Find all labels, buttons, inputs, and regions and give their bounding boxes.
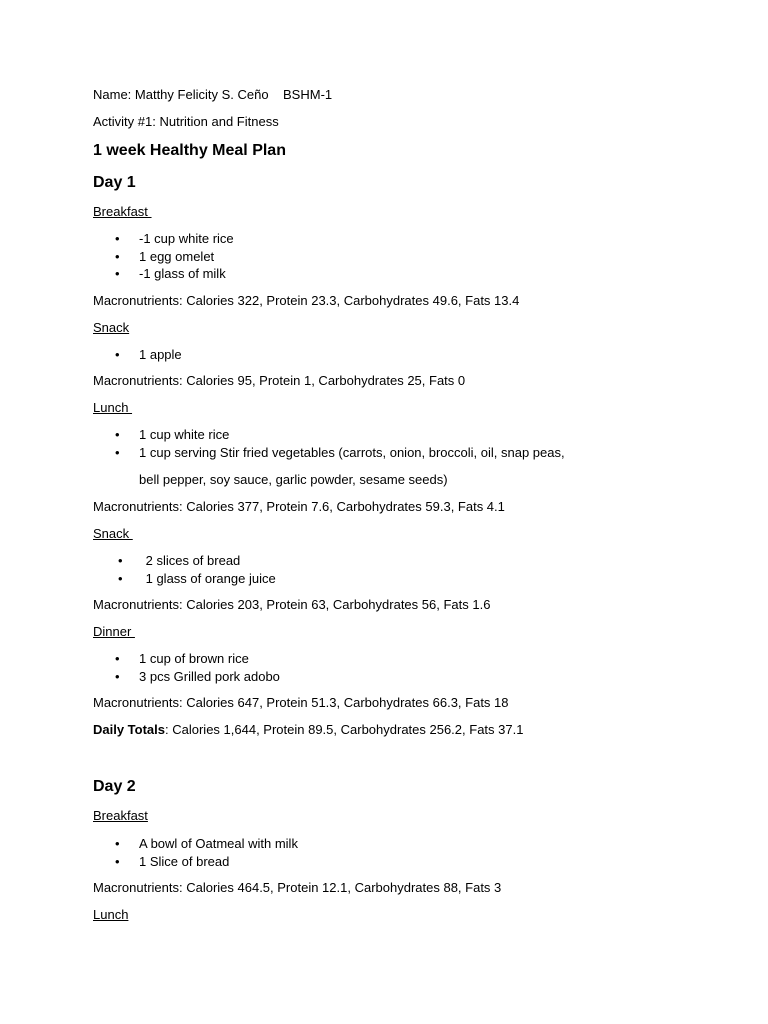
list-item: • 1 egg omelet — [93, 248, 713, 266]
day1-lunch-label — [93, 399, 713, 417]
meal-label: Snack — [93, 319, 130, 335]
day1-snack1-list — [93, 346, 713, 364]
day1-lunch-macros: Macronutrients: Calories 377, Protein 7.6, Carbohydrates 59.3, Fats 4.1 — [93, 499, 505, 514]
meal-label: Dinner — [93, 624, 135, 639]
list-item: • 1 cup white rice — [93, 426, 713, 444]
name-line: Name: Matthy Felicity S. Ceño BSHM-1 — [93, 87, 333, 102]
day1-snack2-list — [93, 552, 713, 587]
list-item: • 1 apple — [93, 346, 713, 364]
plan-title: 1 week Healthy Meal Plan — [93, 142, 286, 159]
list-item: • A bowl of Oatmeal with milk — [93, 835, 713, 853]
list-item: • 3 pcs Grilled pork adobo — [93, 668, 713, 686]
day1-breakfast-macros: Macronutrients: Calories 322, Protein 23.3, Carbohydrates 49.6, Fats 13.4 — [93, 292, 520, 308]
list-item: • 2 slices of bread — [93, 552, 713, 570]
day1-dinner-list — [93, 650, 713, 685]
daily-totals-label: Daily Totals — [93, 722, 166, 737]
day2-lunch-label — [93, 906, 713, 924]
meal-label: Breakfast — [93, 808, 148, 823]
list-item: • 1 Slice of bread — [93, 853, 713, 871]
day2-breakfast-label — [93, 807, 713, 825]
day1-snack2-label — [93, 525, 713, 543]
day2-breakfast-macros: Macronutrients: Calories 464.5, Protein 12.1, Carbohydrates 88, Fats 3 — [93, 880, 502, 895]
day1-dinner-label — [93, 623, 713, 641]
activity-line: Activity #1: Nutrition and Fitness — [93, 114, 279, 129]
meal-label: Lunch — [93, 400, 133, 415]
meal-label: Breakfast — [93, 204, 152, 219]
day1-breakfast-label — [93, 203, 713, 221]
list-item: • -1 glass of milk — [93, 265, 713, 283]
document-page — [93, 86, 713, 933]
day2-title: Day 2 — [93, 778, 136, 795]
day1-dinner-macros: Macronutrients: Calories 647, Protein 51.3, Carbohydrates 66.3, Fats 18 — [93, 695, 509, 710]
day1-lunch-list — [93, 426, 713, 461]
day1-breakfast-list — [93, 230, 713, 283]
day1-snack1-label — [93, 319, 713, 337]
list-item: • -1 cup white rice — [93, 230, 713, 248]
list-item: • 1 cup serving Stir fried vegetables (carrots, onion, broccoli, oil, snap peas, — [93, 444, 713, 462]
list-item: • 1 cup of brown rice — [93, 650, 713, 668]
day2-breakfast-list — [93, 835, 713, 870]
daily-totals-value: : Calories 1,644, Protein 89.5, Carbohydrates 256.2, Fats 37.1 — [165, 722, 524, 737]
day1-title: Day 1 — [93, 174, 136, 191]
day1-snack1-macros: Macronutrients: Calories 95, Protein 1, Carbohydrates 25, Fats 0 — [93, 373, 466, 388]
meal-label: Lunch — [93, 907, 129, 922]
day1-lunch-continuation: bell pepper, soy sauce, garlic powder, sesame seeds) — [139, 472, 448, 487]
day1-daily-totals — [93, 721, 713, 739]
day1-snack2-macros: Macronutrients: Calories 203, Protein 63, Carbohydrates 56, Fats 1.6 — [93, 597, 491, 612]
list-item: • 1 glass of orange juice — [93, 570, 713, 588]
meal-label: Snack — [93, 526, 133, 541]
